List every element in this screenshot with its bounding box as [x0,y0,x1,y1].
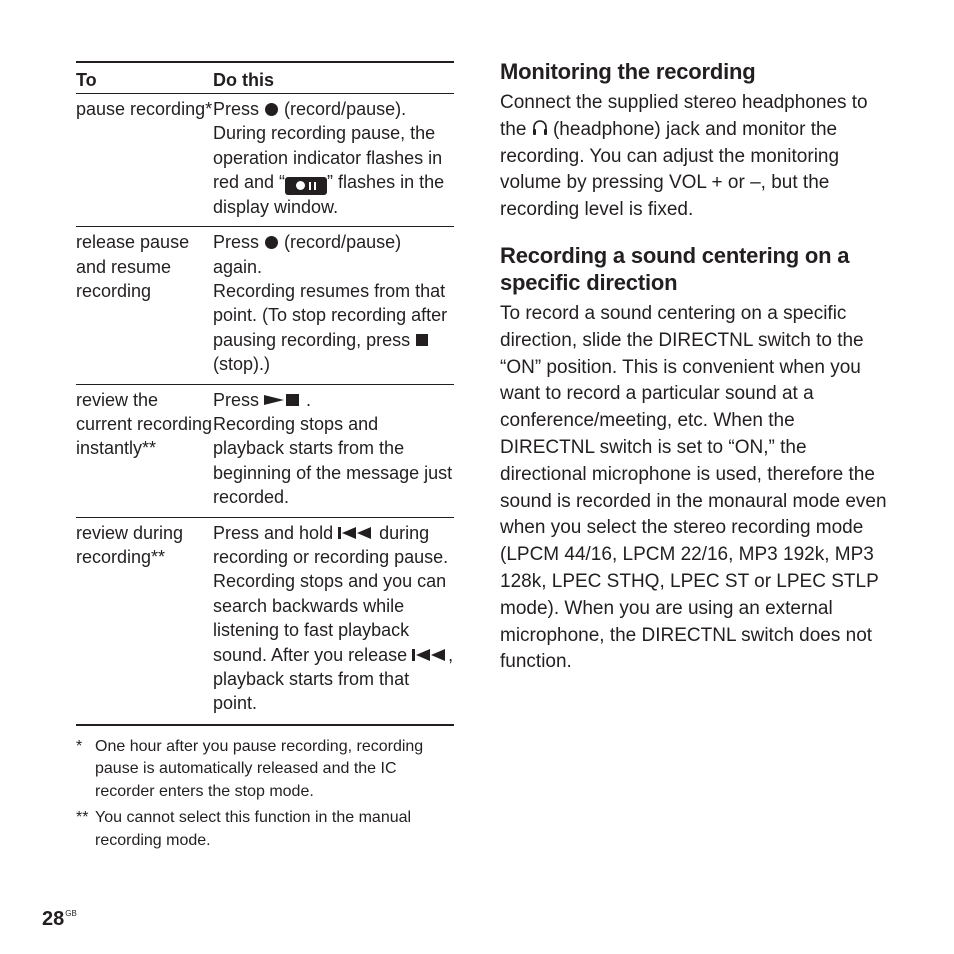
play-stop-icon [264,393,306,407]
row-to: review during recording** [76,517,213,725]
flashes-text: ” flashes in the display window. [213,172,445,217]
page-number [42,908,77,931]
table-row [76,227,454,384]
row-do [213,517,454,725]
header-to: To [76,62,213,94]
footnotes [76,736,454,853]
table-row [76,384,454,517]
footnote-text: You cannot select this function in the manual recording mode. [95,809,412,849]
playback-starts-text: , playback starts from that point. [213,644,454,714]
rewind-icon [412,648,448,662]
row-do [213,94,454,227]
monitoring-text-start: Connect the supplied stereo headphones to the [500,92,868,140]
pause-display-icon [285,177,327,195]
table-header-row [76,62,454,94]
row-to: pause recording* [76,94,213,227]
press-text: Press [213,389,260,410]
rewind-icon [338,526,374,540]
table-row [76,94,454,227]
during-description: during recording or recording pause. Recording stops and you can search backwards while listening to fast playback sound. After you release [213,522,449,665]
press-text: Press [213,232,260,253]
press-hold-text: Press and hold [213,522,334,543]
footnote-mark: * [76,737,83,755]
stop-text: (stop).) [213,354,271,375]
resume-description: Recording resumes from that point. (To stop recording after pausing recording, press [213,280,448,350]
row-to: release pause and resume recording [76,227,213,384]
row-to: review the current recording instantly** [76,384,213,517]
footnote [76,736,454,804]
headphone-icon [532,119,548,136]
table-row [76,517,454,725]
footnote [76,807,454,852]
monitoring-text-end: (headphone) jack and monitor the recording. You can adjust the monitoring volume by pressing VOL + or –, but the recording level is fixed. [500,118,840,221]
left-column [76,61,454,856]
footnote-text: One hour after you pause recording, recording pause is automatically released and the IC recorder enters the stop mode. [95,737,424,800]
record-icon [265,103,278,116]
right-column [500,58,890,676]
pause-description: During recording pause, the operation indicator flashes in red and “ [213,123,443,193]
operations-table [76,61,454,726]
row-do [213,384,454,517]
stop-icon [416,334,428,346]
page-region-code: GB [65,909,77,918]
record-icon [265,236,278,249]
period-text: . [306,389,312,410]
directional-paragraph: To record a sound centering on a specific direction, slide the DIRECTNL switch to the “ON” position. This is convenient when you want to record a particular sound at a conference/meeting, etc. When the DIRECTNL switch is set to “ON,” the directional microphone is used, therefore the sound is recorded in the monaural mode even when you select the stereo recording mode (LPCM 44/16, LPCM 22/16, MP3 192k, MP3 128k, LPEC STHQ, LPEC ST or LPEC STLP mode). When you are using an external microphone, the DIRECTNL switch does not function. [500,302,887,673]
review-description: Recording stops and playback starts from the beginning of the message just recorded. [213,413,453,508]
header-do-this: Do this [213,62,454,94]
record-pause-text: (record/pause) again. [213,232,402,277]
row-do [213,227,454,384]
section-heading-directional: Recording a sound centering on a specific direction [500,242,850,295]
press-text: Press [213,99,260,119]
monitoring-paragraph [500,90,890,224]
page-number-value: 28 [42,908,65,930]
footnote-mark: ** [76,809,89,827]
section-heading-monitoring: Monitoring the recording [500,59,756,84]
record-pause-text: (record/pause). [284,99,407,119]
